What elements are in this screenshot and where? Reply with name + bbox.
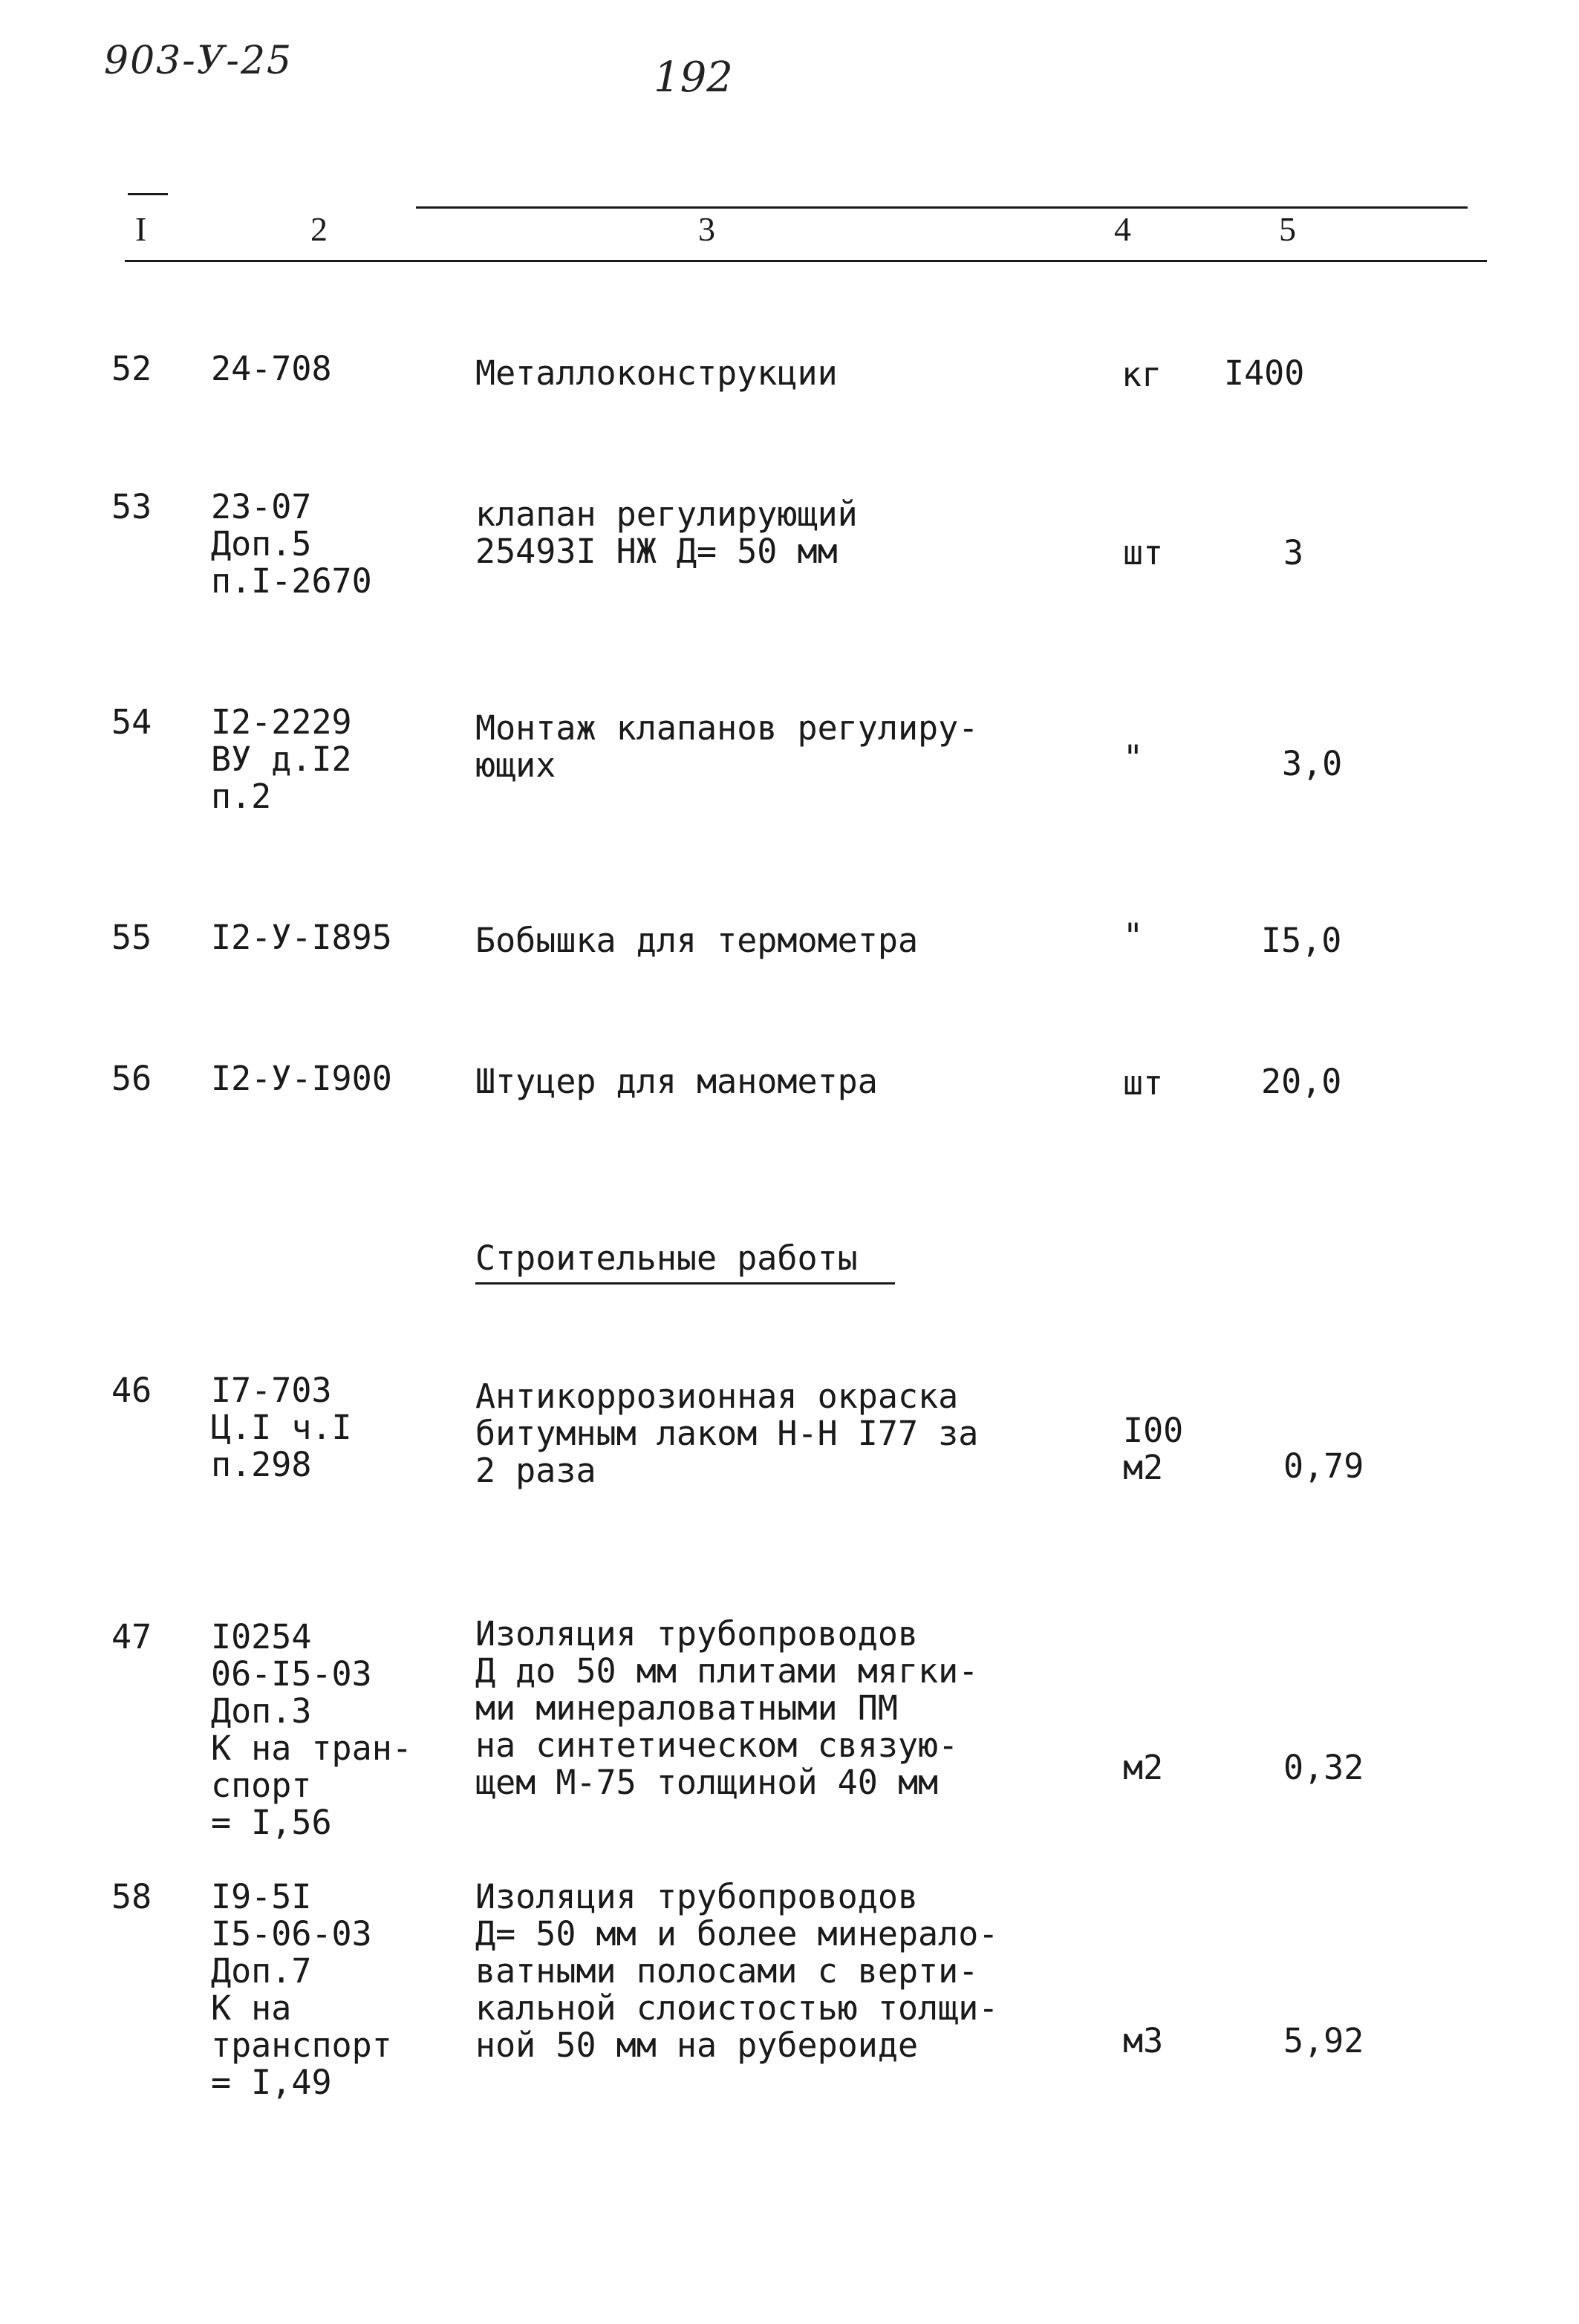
row-quantity: 3,0: [1282, 744, 1343, 783]
row-quantity: 3: [1283, 533, 1304, 572]
row-quantity: 0,32: [1283, 1748, 1364, 1787]
row-code: I0254 06-I5-03 Доп.3 К на тран- спорт = I,56: [211, 1617, 412, 1842]
row-quantity: 20,0: [1261, 1062, 1342, 1101]
row-quantity: 5,92: [1283, 2021, 1364, 2060]
row-code: 24-708: [211, 349, 332, 388]
row-code: I2-У-I895: [211, 918, 392, 957]
row-number: 46: [111, 1371, 152, 1410]
row-number: 56: [111, 1059, 152, 1098]
row-code: 23-07 Доп.5 п.I-2670: [211, 487, 372, 601]
page-number: 192: [654, 53, 733, 102]
row-unit: м3: [1123, 2021, 1164, 2060]
row-quantity: I5,0: [1261, 921, 1342, 960]
row-unit: ": [1123, 916, 1144, 956]
column-header-3: 3: [698, 210, 715, 248]
row-quantity: I400: [1224, 353, 1305, 393]
row-description: Монтаж клапанов регулиру- ющих: [475, 708, 979, 785]
row-number: 47: [111, 1617, 152, 1656]
row-description: Металлоконструкции: [475, 353, 838, 393]
column-header-1: I: [135, 210, 147, 248]
header-top-rule: [416, 206, 1468, 209]
row-number: 58: [111, 1877, 152, 1916]
row-code: I2-У-I900: [211, 1059, 392, 1098]
header-top-rule-short: [128, 193, 168, 195]
document-code: 903-У-25: [104, 39, 293, 83]
section-title: [475, 1240, 895, 1277]
row-number: 52: [111, 349, 152, 388]
row-unit: I00 м2: [1123, 1411, 1184, 1487]
row-unit: шт: [1123, 533, 1164, 572]
row-code: I9-5I I5-06-03 Доп.7 К на транспорт = I,49: [211, 1877, 392, 2102]
column-header-2: 2: [310, 210, 328, 248]
row-description: Изоляция трубопроводов Д до 50 мм плитами мягки- ми минераловатными ПМ на синтетическом связую- щем М-75 толщиной 40 мм: [475, 1614, 979, 1802]
row-unit: ": [1123, 738, 1144, 777]
column-header-5: 5: [1279, 210, 1296, 248]
section-title-text: Строительные работы: [475, 1238, 895, 1285]
row-description: Антикоррозионная окраска битумным лаком Н-Н I77 за 2 раза: [475, 1377, 979, 1490]
row-code: I7-703 Ц.I ч.I п.298: [211, 1371, 352, 1484]
row-number: 54: [111, 702, 152, 742]
row-quantity: 0,79: [1283, 1446, 1364, 1486]
row-description: Изоляция трубопроводов Д= 50 мм и более минерало- ватными полосами с верти- кальной слоистостью толщи- ной 50 мм на рубероиде: [475, 1877, 999, 2065]
column-header-4: 4: [1114, 210, 1131, 248]
row-unit: кг: [1121, 355, 1162, 394]
row-number: 55: [111, 918, 152, 957]
row-description: Бобышка для термометра: [475, 921, 919, 960]
row-unit: шт: [1123, 1063, 1164, 1103]
row-unit: м2: [1123, 1748, 1164, 1787]
row-description: клапан регулирующий 25493I НЖ Д= 50 мм: [475, 494, 858, 571]
header-bottom-rule: [125, 260, 1487, 262]
row-description: Штуцер для манометра: [475, 1062, 878, 1101]
row-number: 53: [111, 487, 152, 526]
row-code: I2-2229 ВУ д.I2 п.2: [211, 702, 352, 816]
